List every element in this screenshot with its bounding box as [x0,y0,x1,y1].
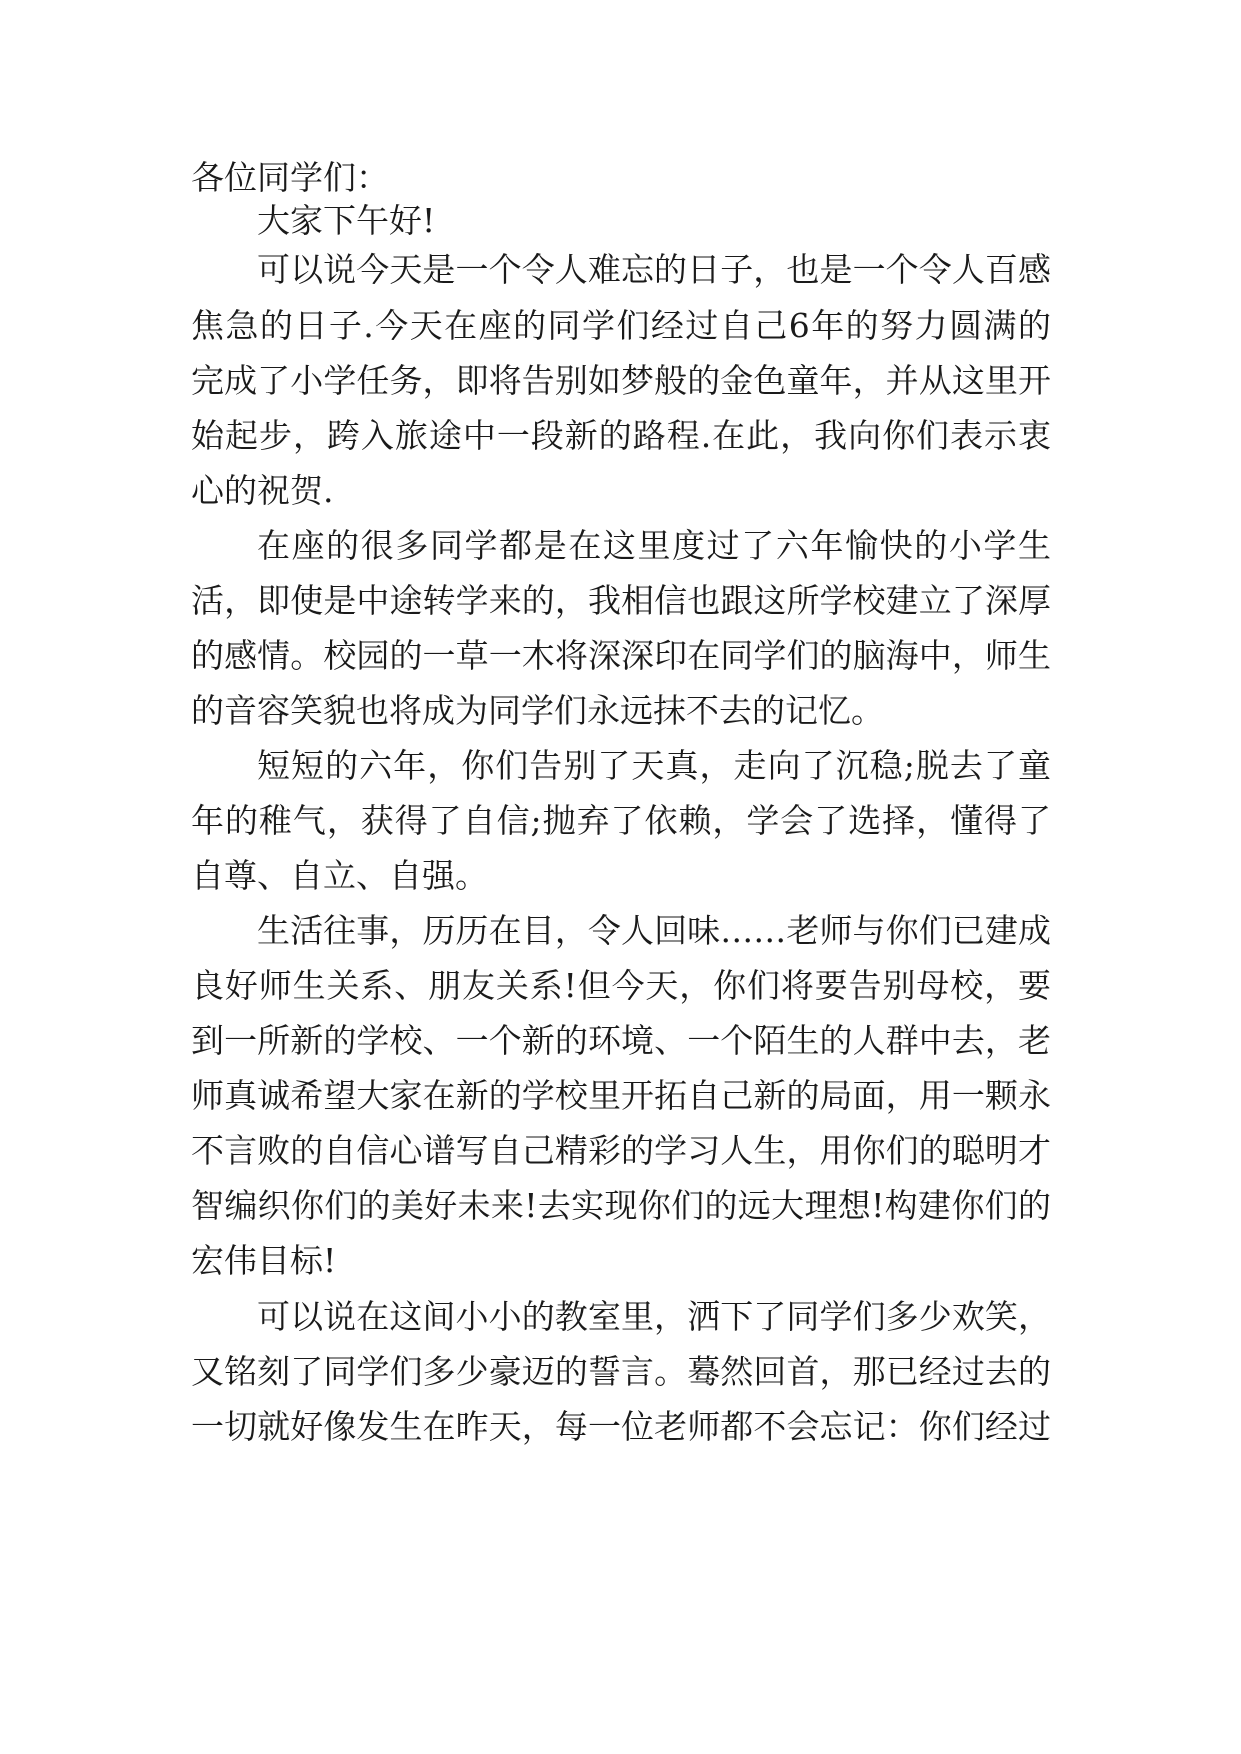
paragraph-5-line-2: 又铭刻了同学们多少豪迈的誓言。蓦然回首，那已经过去的 [191,1352,1051,1391]
paragraph-4-line-1: 生活往事，历历在目，令人回味……老师与你们已建成 [257,911,1051,950]
paragraph-3-line-3: 自尊、自立、自强。 [191,856,488,895]
paragraph-1-line-5: 心的祝贺. [191,471,334,510]
paragraph-3-line-2: 年的稚气，获得了自信;抛弃了依赖，学会了选择，懂得了 [191,801,1051,840]
paragraph-4-line-7: 宏伟目标! [191,1241,337,1280]
paragraph-1-line-3: 完成了小学任务，即将告别如梦般的金色童年，并从这里开 [191,361,1051,400]
paragraph-4-line-4: 师真诚希望大家在新的学校里开拓自己新的局面，用一颗永 [191,1076,1051,1115]
paragraph-2-line-2: 活，即使是中途转学来的，我相信也跟这所学校建立了深厚 [191,581,1051,620]
paragraph-5-line-3: 一切就好像发生在昨天，每一位老师都不会忘记：你们经过 [191,1407,1051,1446]
paragraph-2-line-4: 的音容笑貌也将成为同学们永远抹不去的记忆。 [191,691,884,730]
paragraph-4-line-3: 到一所新的学校、一个新的环境、一个陌生的人群中去，老 [191,1021,1051,1060]
paragraph-5-line-1: 可以说在这间小小的教室里，洒下了同学们多少欢笑， [257,1297,1051,1336]
paragraph-4-line-5: 不言败的自信心谱写自己精彩的学习人生，用你们的聪明才 [191,1131,1051,1170]
paragraph-1-line-1: 可以说今天是一个令人难忘的日子，也是一个令人百感 [257,250,1051,289]
paragraph-4-line-6: 智编织你们的美好未来!去实现你们的远大理想!构建你们的 [191,1186,1051,1225]
paragraph-3-line-1: 短短的六年，你们告别了天真，走向了沉稳;脱去了童 [257,746,1051,785]
paragraph-4-line-2: 良好师生关系、朋友关系!但今天，你们将要告别母校，要 [191,966,1051,1005]
salutation: 各位同学们： [191,158,389,197]
paragraph-2-line-3: 的感情。校园的一草一木将深深印在同学们的脑海中，师生 [191,636,1051,675]
paragraph-2-line-1: 在座的很多同学都是在这里度过了六年愉快的小学生 [257,526,1051,565]
paragraph-1-line-4: 始起步，跨入旅途中一段新的路程.在此，我向你们表示衷 [191,416,1051,455]
paragraph-1-line-2: 焦急的日子.今天在座的同学们经过自己6年的努力圆满的 [191,306,1051,345]
greeting: 大家下午好! [257,201,436,240]
